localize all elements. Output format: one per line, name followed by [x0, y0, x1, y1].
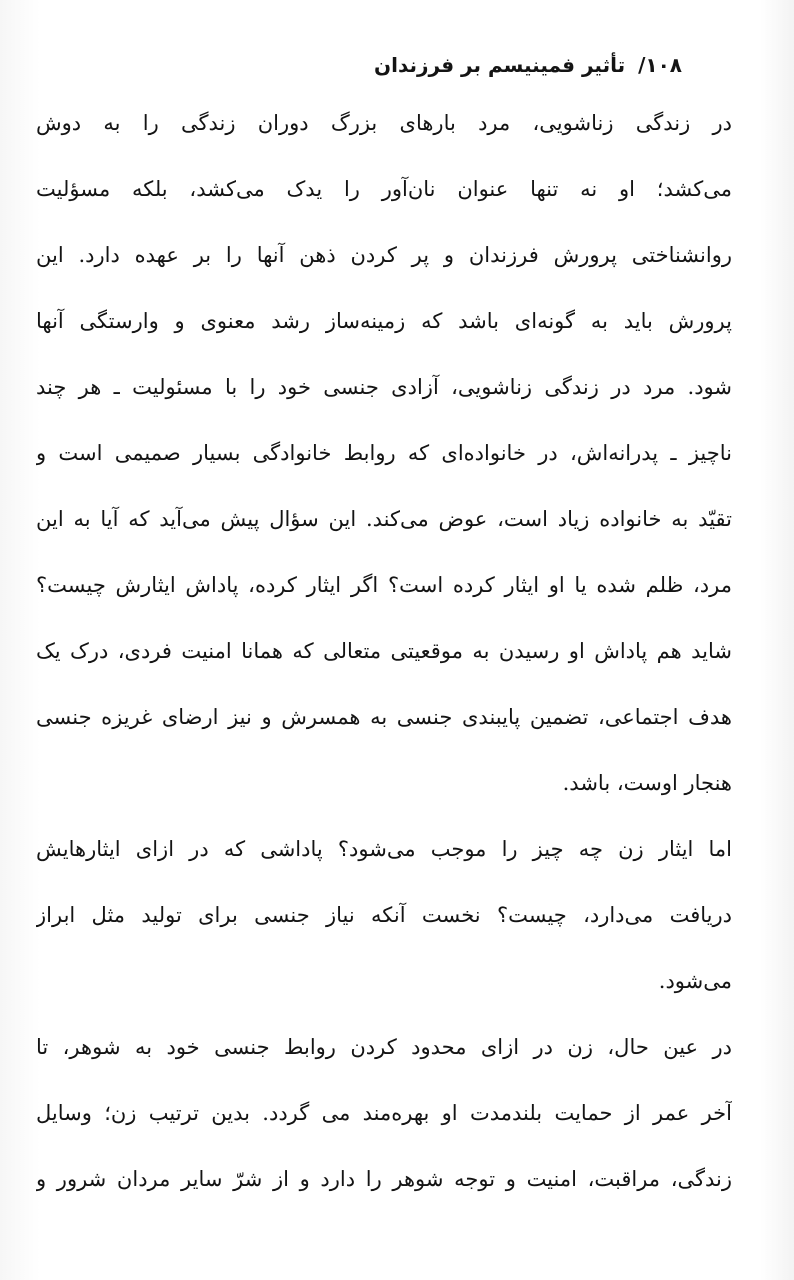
- chapter-title: تأثیر فمینیسم بر فرزندان: [374, 53, 626, 77]
- paragraph-1: [36, 90, 732, 816]
- text-line: مرد، ظلم شده یا او ایثار کرده است؟ اگر ایثار کرده، پاداش ایثارش چیست؟: [36, 573, 732, 597]
- text-line: هدف اجتماعی، تضمین پایبندی جنسی به همسرش و نیز ارضای غریزه جنسی: [36, 705, 732, 729]
- text-line: شود. مرد در زندگی زناشویی، آزادی جنسی خود را با مسئولیت ـ هر چند: [36, 375, 732, 399]
- text-line: زندگی، مراقبت، امنیت و توجه شوهر را دارد و از شرّ سایر مردان شرور و: [36, 1167, 732, 1191]
- text-line: در زندگی زناشویی، مرد بارهای بزرگ دوران زندگی را به دوش: [36, 111, 732, 135]
- text-line: پرورش باید به گونه‌ای باشد که زمینه‌ساز رشد معنوی و وارستگی آنها: [36, 309, 732, 333]
- text-line: روانشناختی پرورش فرزندان و پر کردن ذهن آنها را بر عهده دارد. این: [36, 243, 732, 267]
- text-line: می‌شود.: [658, 969, 732, 993]
- paragraph-2: [36, 816, 732, 1014]
- text-line: شاید هم پاداش او رسیدن به موقعیتی متعالی که همانا امنیت فردی، درک یک: [36, 639, 732, 663]
- text-line: آخر عمر از حمایت بلندمدت او بهره‌مند می گردد. بدین ترتیب زن؛ وسایل: [36, 1101, 732, 1125]
- page-number: ۱۰۸/: [638, 53, 682, 77]
- running-head: [374, 50, 682, 80]
- text-line: ناچیز ـ پدرانه‌اش، در خانواده‌ای که روابط خانوادگی بسیار صمیمی است و: [36, 441, 732, 465]
- text-line: اما ایثار زن چه چیز را موجب می‌شود؟ پاداشی که در ازای ایثارهایش: [36, 837, 732, 861]
- text-line: می‌کشد؛ او نه تنها عنوان نان‌آور را یدک می‌کشد، بلکه مسؤلیت: [36, 177, 732, 201]
- paragraph-3: [36, 1014, 732, 1212]
- text-line: هنجار اوست، باشد.: [562, 771, 732, 795]
- text-line: دریافت می‌دارد، چیست؟ نخست آنکه نیاز جنسی برای تولید مثل ابراز: [36, 903, 732, 927]
- text-line: تقیّد به خانواده زیاد است، عوض می‌کند. این سؤال پیش می‌آید که آیا به این: [36, 507, 732, 531]
- text-line: در عین حال، زن در ازای محدود کردن روابط جنسی خود به شوهر، تا: [36, 1035, 732, 1059]
- body-text: [36, 90, 732, 1212]
